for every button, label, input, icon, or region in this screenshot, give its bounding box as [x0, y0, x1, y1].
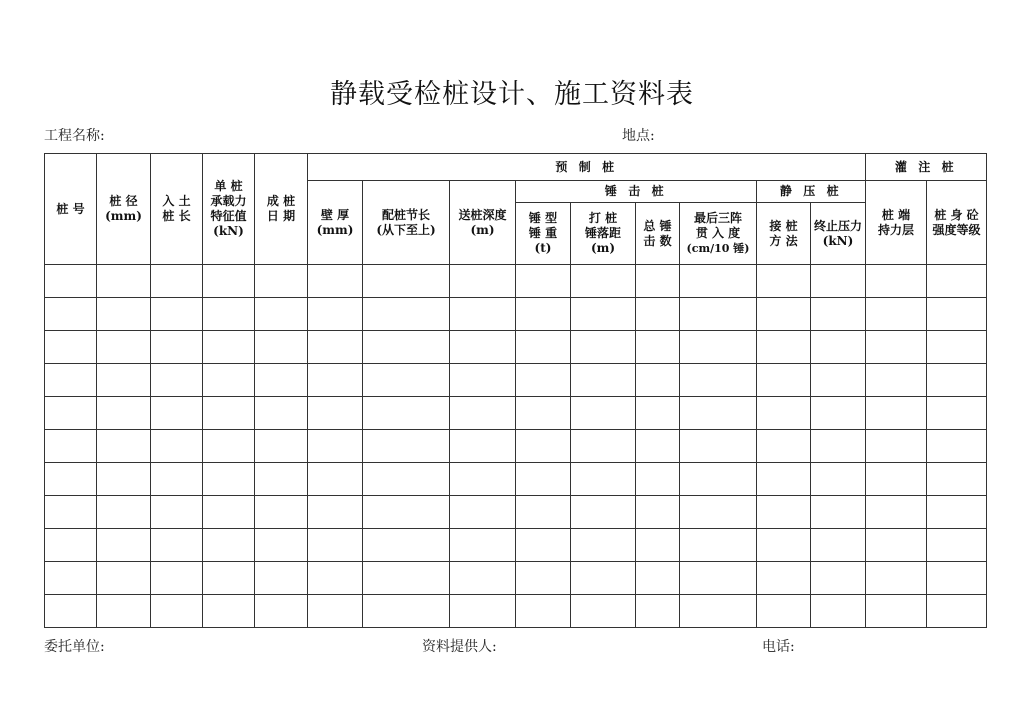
empty-cell: [97, 265, 151, 298]
empty-cell: [97, 364, 151, 397]
empty-cell: [636, 298, 680, 331]
empty-cell: [255, 529, 308, 562]
empty-cell: [151, 364, 203, 397]
empty-cell: [450, 298, 516, 331]
empty-cell: [203, 364, 255, 397]
empty-cell: [203, 595, 255, 628]
empty-cell: [308, 364, 363, 397]
empty-cell: [571, 364, 636, 397]
empty-cell: [516, 331, 571, 364]
empty-cell: [450, 331, 516, 364]
header-segment-lengths: 配桩节长 (从下至上): [363, 181, 450, 265]
empty-cell: [927, 265, 987, 298]
provider-label: 资料提供人:: [422, 639, 497, 655]
header-hammer-type: 锤 型 锤 重 (t): [516, 203, 571, 265]
empty-cell: [308, 463, 363, 496]
empty-cell: [363, 331, 450, 364]
empty-cell: [97, 463, 151, 496]
empty-cell: [811, 562, 866, 595]
empty-cell: [45, 430, 97, 463]
project-name-label: 工程名称:: [44, 128, 105, 144]
empty-cell: [308, 265, 363, 298]
empty-cell: [308, 595, 363, 628]
empty-cell: [308, 397, 363, 430]
empty-cell: [450, 496, 516, 529]
empty-cell: [757, 463, 811, 496]
empty-cell: [866, 298, 927, 331]
empty-cell: [516, 364, 571, 397]
header-final-set: 最后三阵 贯 入 度 (cm/10 锤): [680, 203, 757, 265]
empty-cell: [927, 595, 987, 628]
empty-cell: [255, 496, 308, 529]
empty-cell: [450, 430, 516, 463]
header-build-date: 成 桩 日 期: [255, 154, 308, 265]
pile-data-table: [44, 153, 987, 628]
empty-cell: [636, 496, 680, 529]
empty-cell: [203, 562, 255, 595]
empty-cell: [203, 298, 255, 331]
empty-cell: [927, 496, 987, 529]
empty-cell: [680, 562, 757, 595]
empty-cell: [571, 562, 636, 595]
empty-cell: [636, 364, 680, 397]
empty-cell: [866, 430, 927, 463]
empty-cell: [927, 364, 987, 397]
empty-cell: [927, 331, 987, 364]
empty-cell: [363, 562, 450, 595]
empty-cell: [363, 496, 450, 529]
empty-cell: [255, 595, 308, 628]
empty-cell: [450, 529, 516, 562]
header-precast-pile: 预 制 桩: [308, 154, 866, 181]
empty-cell: [680, 331, 757, 364]
empty-cell: [308, 331, 363, 364]
empty-cell: [45, 298, 97, 331]
empty-cell: [571, 496, 636, 529]
empty-cell: [203, 331, 255, 364]
empty-cell: [363, 430, 450, 463]
empty-cell: [363, 463, 450, 496]
empty-cell: [571, 430, 636, 463]
empty-cell: [308, 430, 363, 463]
empty-cell: [516, 265, 571, 298]
phone-label: 电话:: [762, 639, 795, 655]
header-concrete-grade: 桩 身 砼 强度等级: [927, 181, 987, 265]
empty-cell: [811, 265, 866, 298]
empty-cell: [680, 265, 757, 298]
empty-cell: [757, 496, 811, 529]
empty-cell: [45, 463, 97, 496]
empty-cell: [203, 430, 255, 463]
empty-cell: [757, 397, 811, 430]
empty-cell: [811, 463, 866, 496]
header-pile-diameter: 桩 径 (mm): [97, 154, 151, 265]
empty-cell: [516, 397, 571, 430]
empty-cell: [811, 298, 866, 331]
empty-cell: [680, 397, 757, 430]
empty-cell: [636, 463, 680, 496]
empty-cell: [680, 496, 757, 529]
empty-cell: [866, 529, 927, 562]
empty-cell: [45, 397, 97, 430]
empty-cell: [255, 430, 308, 463]
empty-cell: [636, 265, 680, 298]
page-title: 静载受检桩设计、施工资料表: [330, 79, 694, 110]
empty-cell: [757, 364, 811, 397]
empty-cell: [757, 595, 811, 628]
empty-cell: [363, 265, 450, 298]
table-row: [45, 463, 987, 496]
empty-cell: [363, 364, 450, 397]
header-total-blows: 总 锤 击 数: [636, 203, 680, 265]
empty-cell: [363, 529, 450, 562]
empty-cell: [45, 562, 97, 595]
empty-cell: [151, 496, 203, 529]
empty-cell: [866, 463, 927, 496]
empty-cell: [45, 331, 97, 364]
header-cast-in-place-pile: 灌 注 桩: [866, 154, 987, 181]
header-sending-depth: 送桩深度 (m): [450, 181, 516, 265]
empty-cell: [516, 430, 571, 463]
empty-cell: [680, 529, 757, 562]
header-hammer-driven-pile: 锤 击 桩: [516, 181, 757, 203]
empty-cell: [203, 463, 255, 496]
empty-cell: [45, 496, 97, 529]
empty-cell: [308, 562, 363, 595]
empty-cell: [97, 529, 151, 562]
empty-cell: [450, 265, 516, 298]
empty-cell: [811, 496, 866, 529]
empty-cell: [636, 595, 680, 628]
empty-cell: [571, 595, 636, 628]
empty-cell: [151, 265, 203, 298]
empty-cell: [866, 562, 927, 595]
empty-cell: [516, 463, 571, 496]
empty-cell: [927, 562, 987, 595]
empty-cell: [45, 265, 97, 298]
empty-cell: [927, 430, 987, 463]
empty-cell: [450, 595, 516, 628]
empty-cell: [636, 529, 680, 562]
empty-cell: [363, 397, 450, 430]
empty-cell: [811, 397, 866, 430]
empty-cell: [516, 529, 571, 562]
empty-cell: [680, 430, 757, 463]
empty-cell: [636, 430, 680, 463]
empty-cell: [255, 331, 308, 364]
empty-cell: [308, 529, 363, 562]
empty-cell: [757, 430, 811, 463]
empty-cell: [151, 562, 203, 595]
empty-cell: [97, 298, 151, 331]
empty-cell: [450, 364, 516, 397]
empty-cell: [151, 331, 203, 364]
empty-cell: [45, 364, 97, 397]
empty-cell: [811, 529, 866, 562]
table-row: [45, 562, 987, 595]
empty-cell: [866, 595, 927, 628]
header-joint-method: 接 桩 方 法: [757, 203, 811, 265]
empty-cell: [811, 430, 866, 463]
empty-cell: [757, 298, 811, 331]
table-row: [45, 397, 987, 430]
empty-cell: [866, 496, 927, 529]
empty-cell: [450, 562, 516, 595]
empty-cell: [516, 298, 571, 331]
empty-cell: [571, 265, 636, 298]
empty-cell: [203, 265, 255, 298]
empty-cell: [866, 364, 927, 397]
empty-cell: [866, 265, 927, 298]
empty-cell: [203, 529, 255, 562]
header-embedded-length: 入 土 桩 长: [151, 154, 203, 265]
header-bearing-stratum: 桩 端 持力层: [866, 181, 927, 265]
empty-cell: [97, 595, 151, 628]
empty-cell: [450, 463, 516, 496]
empty-cell: [255, 463, 308, 496]
table-row: [45, 298, 987, 331]
empty-cell: [516, 496, 571, 529]
empty-cell: [97, 397, 151, 430]
empty-cell: [97, 496, 151, 529]
empty-cell: [255, 562, 308, 595]
table-row: [45, 529, 987, 562]
empty-cell: [151, 463, 203, 496]
empty-cell: [757, 529, 811, 562]
empty-cell: [680, 298, 757, 331]
empty-cell: [927, 463, 987, 496]
header-hammer-drop: 打 桩 锤落距 (m): [571, 203, 636, 265]
empty-cell: [636, 397, 680, 430]
empty-cell: [255, 265, 308, 298]
header-bearing-capacity: 单 桩 承载力 特征值 (kN): [203, 154, 255, 265]
empty-cell: [811, 331, 866, 364]
table-row: [45, 430, 987, 463]
empty-cell: [97, 562, 151, 595]
empty-cell: [450, 397, 516, 430]
empty-cell: [927, 529, 987, 562]
empty-cell: [811, 364, 866, 397]
empty-cell: [571, 298, 636, 331]
empty-cell: [680, 595, 757, 628]
table-row: [45, 595, 987, 628]
empty-cell: [363, 298, 450, 331]
empty-cell: [636, 331, 680, 364]
table-row: [45, 496, 987, 529]
empty-cell: [757, 265, 811, 298]
header-pile-no: 桩 号: [45, 154, 97, 265]
empty-cell: [255, 298, 308, 331]
empty-cell: [97, 430, 151, 463]
empty-cell: [308, 496, 363, 529]
empty-cell: [571, 397, 636, 430]
empty-cell: [866, 397, 927, 430]
empty-cell: [151, 595, 203, 628]
empty-cell: [363, 595, 450, 628]
client-label: 委托单位:: [44, 639, 105, 655]
empty-cell: [203, 397, 255, 430]
empty-cell: [571, 529, 636, 562]
empty-cell: [97, 331, 151, 364]
empty-cell: [255, 397, 308, 430]
empty-cell: [45, 529, 97, 562]
empty-cell: [151, 397, 203, 430]
empty-cell: [255, 364, 308, 397]
table-row: [45, 331, 987, 364]
table-row: [45, 265, 987, 298]
location-label: 地点:: [622, 128, 655, 144]
empty-cell: [927, 397, 987, 430]
table-row: [45, 364, 987, 397]
header-final-pressure: 终止压力 (kN): [811, 203, 866, 265]
empty-cell: [151, 529, 203, 562]
empty-cell: [516, 562, 571, 595]
header-wall-thickness: 壁 厚 (mm): [308, 181, 363, 265]
empty-cell: [811, 595, 866, 628]
empty-cell: [308, 298, 363, 331]
empty-cell: [571, 331, 636, 364]
empty-cell: [151, 430, 203, 463]
empty-cell: [680, 364, 757, 397]
header-static-pressed-pile: 静 压 桩: [757, 181, 866, 203]
empty-cell: [757, 562, 811, 595]
empty-cell: [866, 331, 927, 364]
empty-cell: [636, 562, 680, 595]
empty-cell: [757, 331, 811, 364]
empty-cell: [203, 496, 255, 529]
empty-cell: [571, 463, 636, 496]
empty-cell: [151, 298, 203, 331]
empty-cell: [927, 298, 987, 331]
empty-cell: [680, 463, 757, 496]
empty-cell: [516, 595, 571, 628]
empty-cell: [45, 595, 97, 628]
